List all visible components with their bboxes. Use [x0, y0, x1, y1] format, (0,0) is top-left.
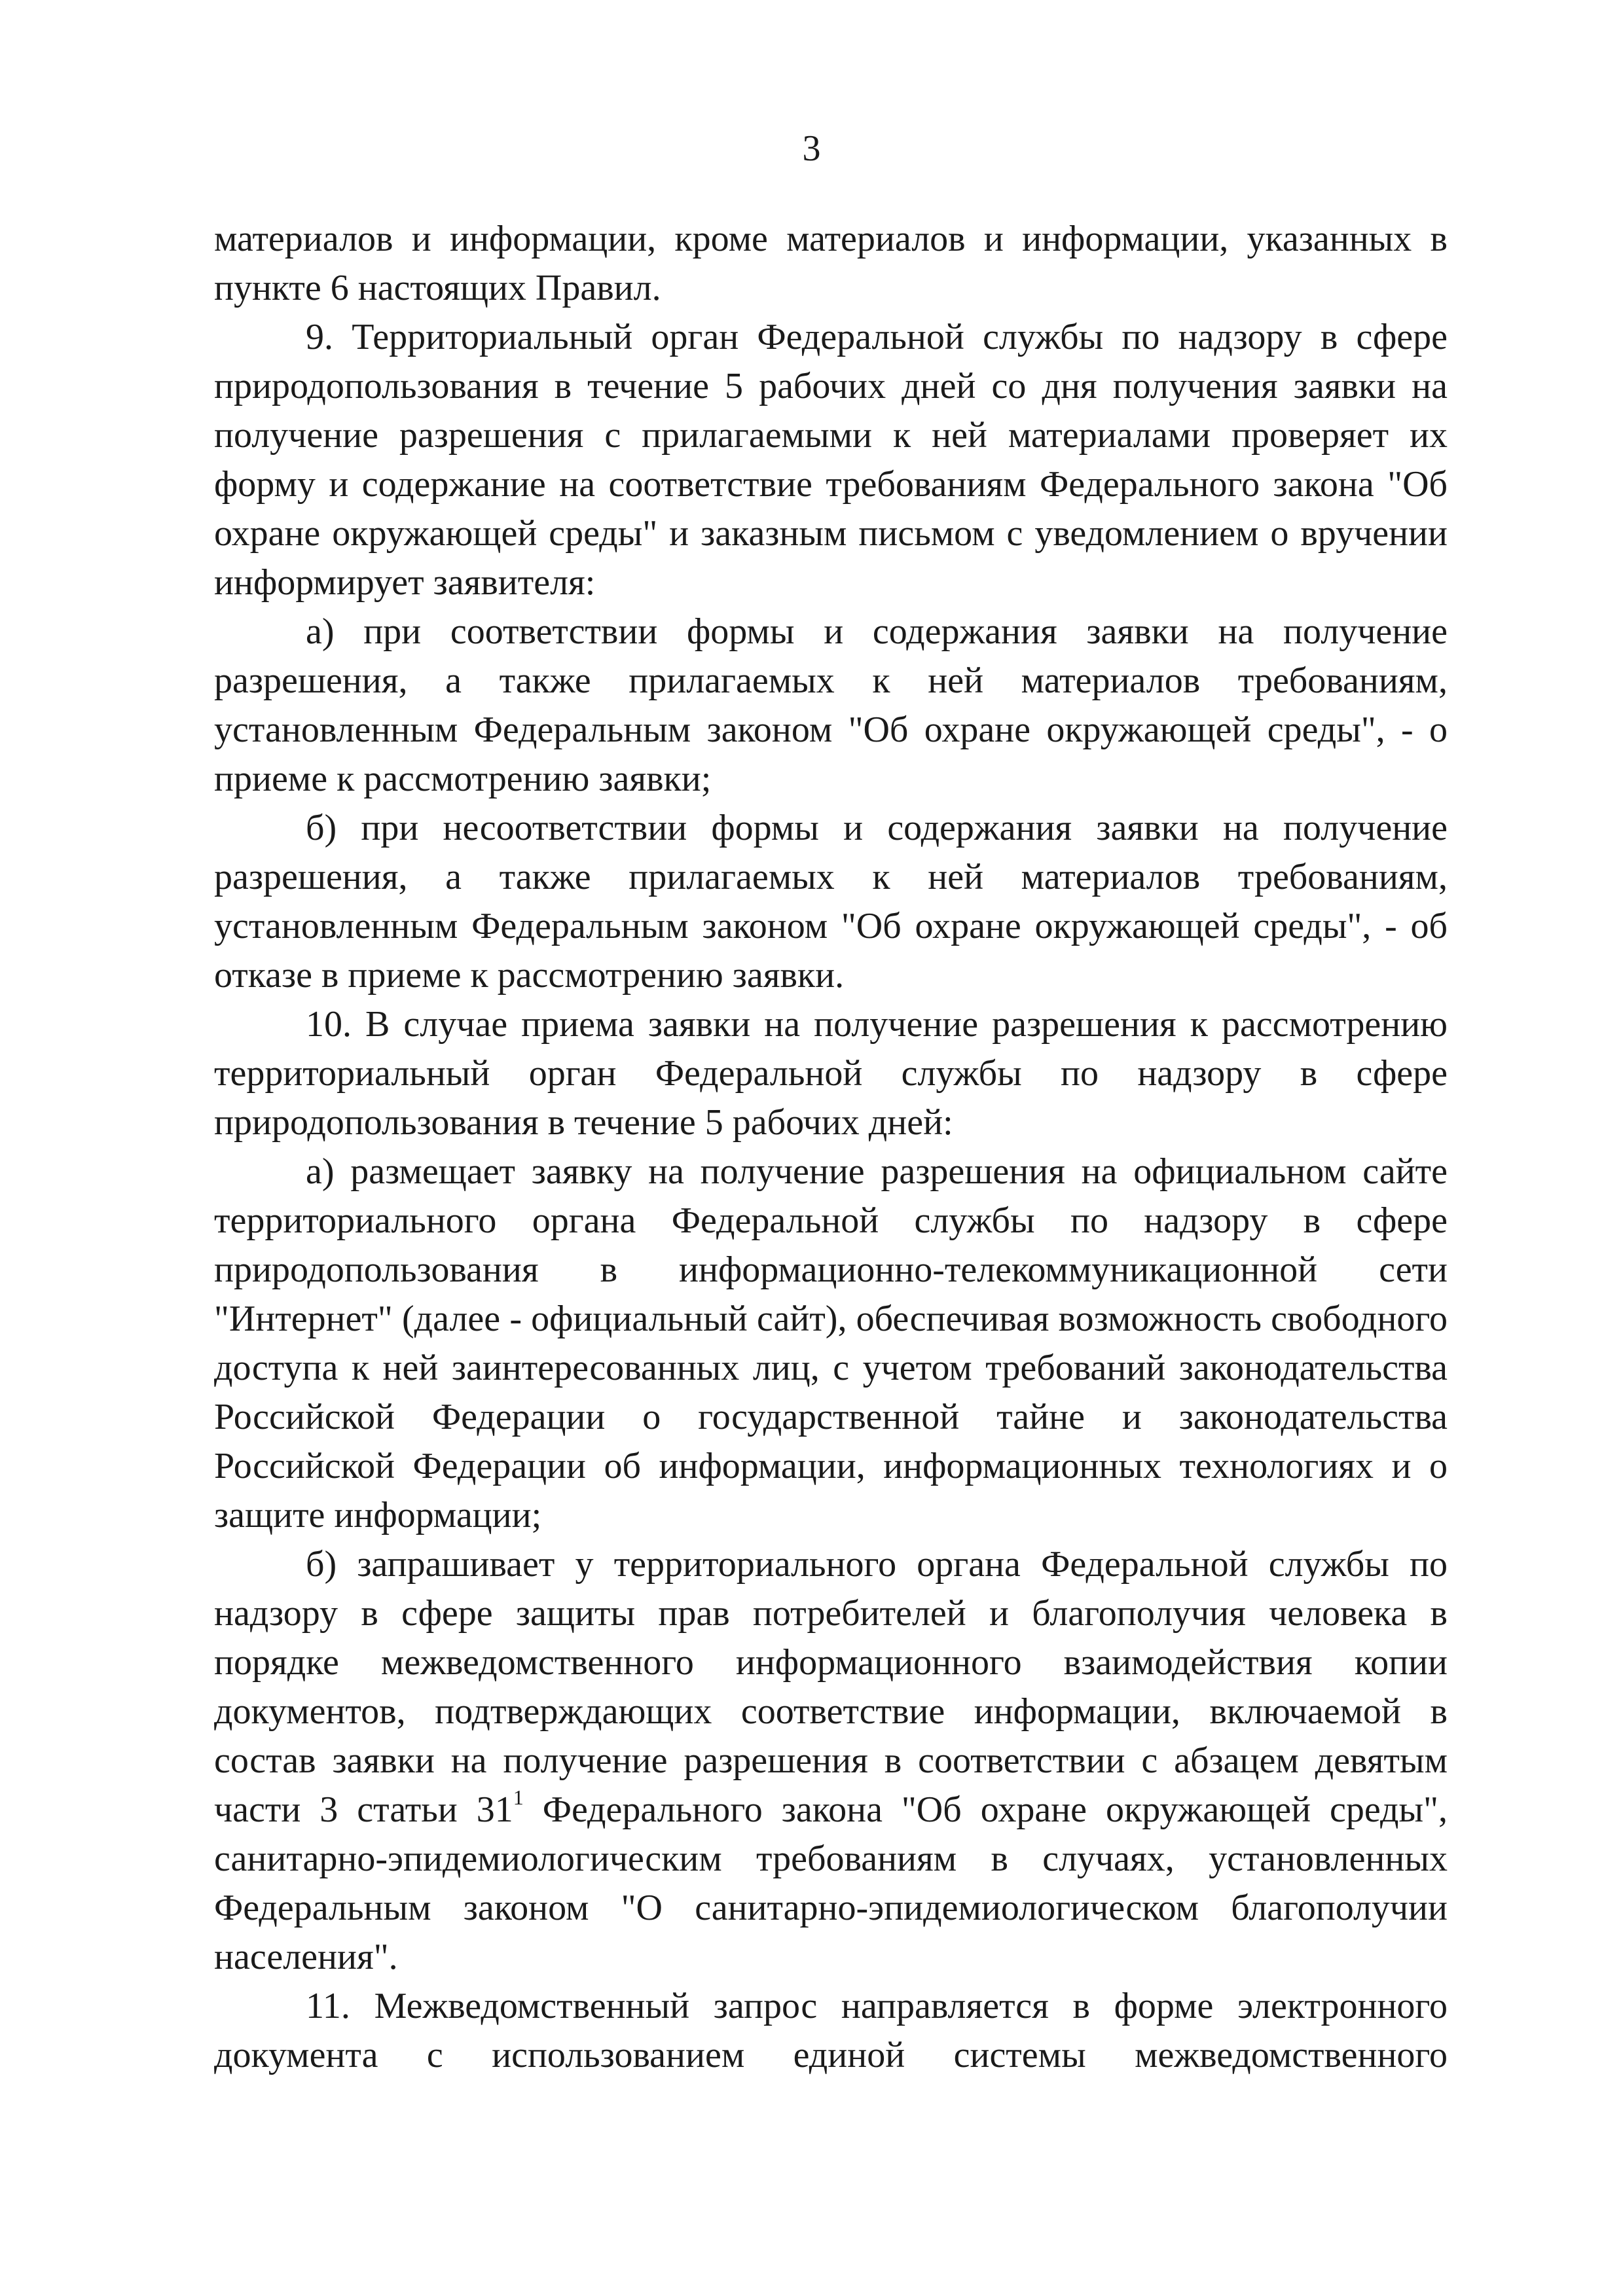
paragraph-continuation: материалов и информации, кроме материалов и информации, указанных в пункте 6 настоящих Правил.	[214, 219, 1448, 308]
page-number: 3	[802, 128, 821, 169]
paragraph-item-9: 9. Территориальный орган Федеральной службы по надзору в сфере природопользования в течение 5 рабочих дней со дня получения заявки на получение разрешения с прилагаемыми к ней материалами проверяет их форму и содержание на соответствие требованиям Федерального закона "Об охране окружающей среды" и заказным письмом с уведомлением о вручении информирует заявителя:	[214, 317, 1448, 603]
paragraph-item-10: 10. В случае приема заявки на получение разрешения к рассмотрению территориальный орган Федеральной службы по надзору в сфере природопользования в течение 5 рабочих дней:	[214, 1004, 1448, 1143]
paragraph-item-10b-text-after: Федерального закона "Об охране окружающей среды", санитарно-эпидемиологическим требованиям в случаях, установленных Федеральным законом "О санитарно-эпидемиологическом благополучии населения".	[214, 1789, 1448, 1977]
paragraph-item-9a: а) при соответствии формы и содержания заявки на получение разрешения, а также прилагаемых к ней материалов требованиям, установленным Федеральным законом "Об охране окружающей среды", - о приеме к рассмотрению заявки;	[214, 611, 1448, 799]
paragraph-item-11: 11. Межведомственный запрос направляется в форме электронного документа с использованием единой системы межведомственного	[214, 1986, 1448, 2075]
document-body	[214, 215, 1448, 2080]
paragraph-item-10a: а) размещает заявку на получение разрешения на официальном сайте территориального органа Федеральной службы по надзору в сфере природопользования в информационно-телекоммуникационной сети "Интернет" (далее - официальный сайт), обеспечивая возможность свободного доступа к ней заинтересованных лиц, с учетом требований законодательства Российской Федерации о государственной тайне и законодательства Российской Федерации об информации, информационных технологиях и о защите информации;	[214, 1151, 1448, 1535]
article-superscript: 1	[513, 1785, 524, 1810]
paragraph-item-10b-text-before: б) запрашивает у территориального органа Федеральной службы по надзору в сфере защиты прав потребителей и благополучия человека в порядке межведомственного информационного взаимодействия копии документов, подтверждающих соответствие информации, включаемой в состав заявки на получение разрешения в соответствии с абзацем девятым части 3 статьи 31	[214, 1544, 1448, 1830]
paragraph-item-10b	[214, 1540, 1448, 1982]
paragraph-item-9b: б) при несоответствии формы и содержания заявки на получение разрешения, а также прилагаемых к ней материалов требованиям, установленным Федеральным законом "Об охране окружающей среды", - об отказе в приеме к рассмотрению заявки.	[214, 808, 1448, 996]
